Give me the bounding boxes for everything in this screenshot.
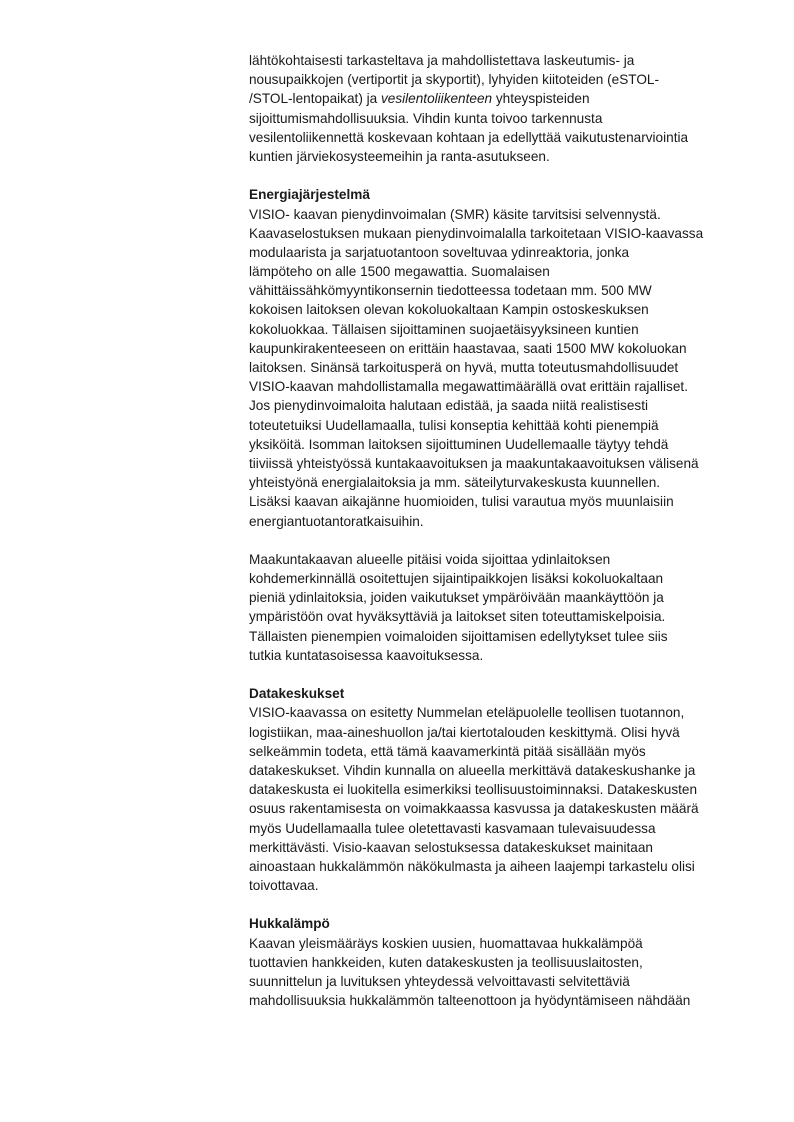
text-line: VISIO- kaavan pienydinvoimalan (SMR) käsite tarvitsisi selvennystä. xyxy=(249,206,661,222)
text-line: Tällaisten pienempien voimaloiden sijoittamisen edellytykset tulee siis xyxy=(249,628,668,644)
text-line: yhteistyönä energialaitoksia ja mm. säteilyturvakeskusta kuunnellen. xyxy=(249,475,661,491)
text-line: lämpöteho on alle 1500 megawattia. Suomalaisen xyxy=(249,264,550,280)
text-line: logistiikan, maa-aineshuollon ja/tai kiertotalouden keskittymä. Olisi hyvä xyxy=(249,724,680,740)
intro-paragraph xyxy=(249,51,749,166)
text-line: Jos pienydinvoimaloita halutaan edistää, ja saada niitä realistisesti xyxy=(249,398,648,414)
document-page xyxy=(249,51,749,1010)
text-line: vähittäissähkömyyntikonsernin tiedotteessa todetaan mm. 500 MW xyxy=(249,283,652,299)
text-span: yhteyspisteiden xyxy=(492,91,590,107)
text-line: Kaavan yleismääräys koskien uusien, huomattavaa hukkalämpöä xyxy=(249,935,643,951)
paragraph-gap xyxy=(249,166,749,185)
section-datakeskukset xyxy=(249,684,749,895)
text-line: pieniä ydinlaitoksia, joiden vaikutukset ympäröivään maankäyttöön ja xyxy=(249,590,664,606)
section-heading: Energiajärjestelmä xyxy=(249,187,370,203)
text-line: toteutetuiksi Uudellamaalla, tulisi konseptia kehittää kohti pienempiä xyxy=(249,417,659,433)
section-hukkalampo xyxy=(249,914,749,1010)
text-line: Maakuntakaavan alueelle pitäisi voida sijoittaa ydinlaitoksen xyxy=(249,551,611,567)
section-heading: Hukkalämpö xyxy=(249,916,330,932)
text-span: /STOL-lentopaikat) ja xyxy=(249,91,381,107)
text-line: tiiviissä yhteistyössä kuntakaavoituksen ja maakuntakaavoituksen välisenä xyxy=(249,455,699,471)
text-line: ympäristöön ovat hyväksyttäviä ja laitokset siten toteuttamiskelpoisia. xyxy=(249,609,666,625)
text-line: kokoluokkaa. Tällaisen sijoittaminen suojaetäisyyksineen kuntien xyxy=(249,321,639,337)
text-line: lähtökohtaisesti tarkasteltava ja mahdollistettava laskeutumis- ja xyxy=(249,53,635,68)
section-energiajarjestelma xyxy=(249,185,749,665)
text-line: kuntien järviekosysteemeihin ja ranta-asutukseen. xyxy=(249,148,550,164)
text-line: Kaavaselostuksen mukaan pienydinvoimalalla tarkoitetaan VISIO-kaavassa xyxy=(249,225,704,241)
paragraph-gap xyxy=(249,895,749,914)
text-line: sijoittumismahdollisuuksia. Vihdin kunta toivoo tarkennusta xyxy=(249,110,603,126)
text-line: vesilentoliikennettä koskevaan kohtaan ja edellyttää vaikutustenarviointia xyxy=(249,129,689,145)
text-line: kohdemerkinnällä osoitettujen sijaintipaikkojen lisäksi kokoluokaltaan xyxy=(249,571,664,587)
paragraph-gap xyxy=(249,665,749,684)
text-line: VISIO-kaavassa on esitetty Nummelan eteläpuolelle teollisen tuotannon, xyxy=(249,705,685,721)
text-line: selkeämmin todeta, että tämä kaavamerkintä pitää sisällään myös xyxy=(249,743,646,759)
section-heading: Datakeskukset xyxy=(249,686,345,702)
text-line: toivottavaa. xyxy=(249,878,319,894)
text-line: energiantuotantoratkaisuihin. xyxy=(249,513,424,529)
text-line: kokoisen laitoksen olevan kokoluokaltaan Kampin ostoskeskuksen xyxy=(249,302,649,318)
text-line: tuottavien hankkeiden, kuten datakeskusten ja teollisuuslaitosten, xyxy=(249,954,643,970)
text-line: mahdollisuuksia hukkalämmön talteenottoon ja hyödyntämiseen nähdään xyxy=(249,993,691,1009)
text-line: nousupaikkojen (vertiportit ja skyportit), lyhyiden kiitoteiden (eSTOL- xyxy=(249,72,660,88)
text-line: modulaarista ja sarjatuotantoon soveltuvaa ydinreaktoria, jonka xyxy=(249,244,630,260)
text-line: tutkia kuntatasoisessa kaavoituksessa. xyxy=(249,647,484,663)
emphasis-text: vesilentoliikenteen xyxy=(380,91,493,107)
text-line: suunnittelun ja luvituksen yhteydessä velvoittavasti selvitettäviä xyxy=(249,974,630,989)
text-line: VISIO-kaavan mahdollistamalla megawattimäärällä ovat erittäin rajalliset. xyxy=(249,379,688,395)
section-body xyxy=(249,934,749,1011)
paragraph-gap xyxy=(249,531,749,550)
text-line: datakeskukset. Vihdin kunnalla on alueella merkittävä datakeskushanke ja xyxy=(249,762,696,778)
section-body xyxy=(249,205,749,531)
section-body xyxy=(249,703,749,895)
text-line: ainoastaan hukkalämmön näkökulmasta ja aiheen laajempi tarkastelu olisi xyxy=(249,858,695,874)
text-line: Lisäksi kaavan aikajänne huomioiden, tulisi varautua myös muunlaisiin xyxy=(249,494,674,510)
text-line: merkittävästi. Visio-kaavan selostuksessa datakeskukset mainitaan xyxy=(249,839,653,855)
text-line: laitoksen. Sinänsä tarkoitusperä on hyvä, mutta toteutusmahdollisuudet xyxy=(249,360,679,375)
text-line: yksiköitä. Isomman laitoksen sijoittuminen Uudellemaalle täytyy tehdä xyxy=(249,436,669,452)
text-line: osuus rakentamisesta on voimakkaassa kasvussa ja datakeskusten määrä xyxy=(249,801,699,817)
text-line xyxy=(249,89,749,108)
section-paragraph xyxy=(249,550,749,665)
text-line: kaupunkirakenteeseen on erittäin haastavaa, saati 1500 MW kokoluokan xyxy=(249,340,687,356)
text-line: myös Uudellamaalla tulee oletettavasti kasvamaan tulevaisuudessa xyxy=(249,820,656,836)
text-line: datakeskusta ei luokitella esimerkiksi teollisuustoiminnaksi. Datakeskusten xyxy=(249,782,698,798)
